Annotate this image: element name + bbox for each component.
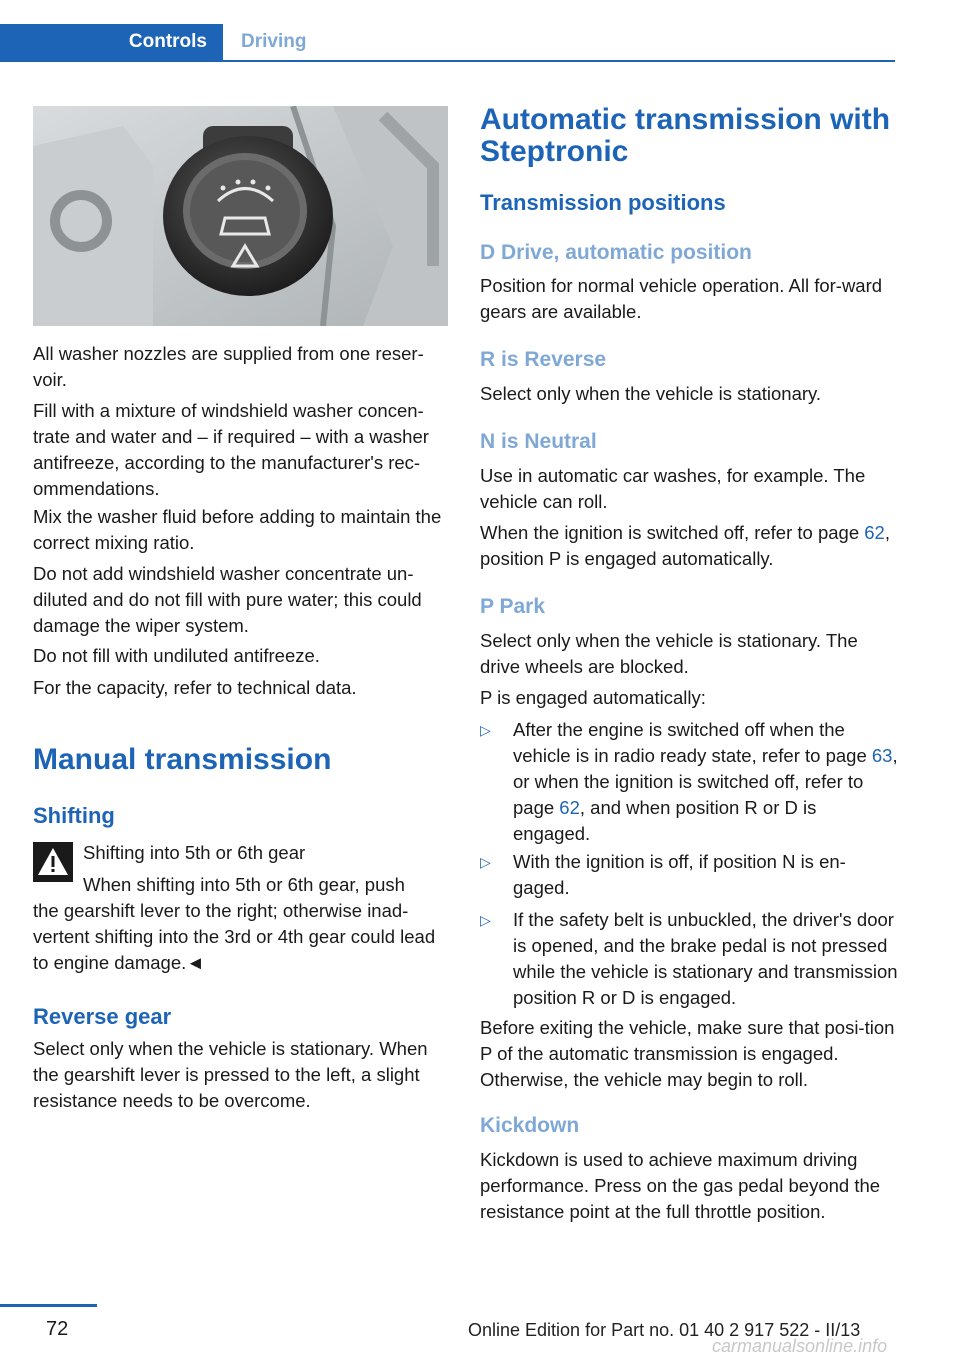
heading-transmission-positions: Transmission positions [480,190,726,215]
neutral-text-b: , position P is engaged automatically. [480,522,890,569]
watermark: carmanualsonline.info [712,1336,888,1356]
page-number: 72 [46,1318,69,1340]
header-tabs [0,24,895,62]
bullet-arrow-icon: ▷ [480,912,491,928]
page-link-63[interactable]: 63 [871,745,893,766]
bullet-text-1 [513,717,898,847]
park-paragraph: Select only when the vehicle is stationary. The drive wheels are blocked. [480,630,858,677]
washer-reservoir-photo [33,106,448,326]
washer-paragraph-2: Fill with a mixture of windshield washer concen-trate and water and – if required – with a washer antifreeze, according to the manufacturer's rec-ommendations. [33,400,429,499]
warning-line-1: When shifting into 5th or 6th gear, push [83,874,405,895]
bullet-arrow-icon: ▷ [480,854,491,870]
heading-park: P Park [480,595,545,618]
warning-triangle-icon [33,842,73,882]
footer-edition: Online Edition for Part no. 01 40 2 917 522 - II/13 [468,1320,861,1340]
tab-driving[interactable] [241,24,306,60]
heading-neutral: N is Neutral [480,430,597,453]
exit-paragraph: Before exiting the vehicle, make sure that posi-tion P of the automatic transmission is engaged. Otherwise, the vehicle may begin to roll. [480,1017,895,1090]
page-link-62[interactable]: 62 [864,522,885,543]
warning-body: the gearshift lever to the right; otherwise inad-vertent shifting into the 3rd or 4th gear could lead to engine damage.◄ [33,900,436,973]
washer-paragraph-5: Do not fill with undiluted antifreeze. [33,645,320,666]
tab-driving-label: Driving [241,31,307,52]
heading-shifting: Shifting [33,803,115,828]
neutral-paragraph: Use in automatic car washes, for example. The vehicle can roll. [480,465,866,512]
header-rule [0,60,895,62]
heading-automatic-transmission: Automatic transmission with Steptronic [480,103,891,168]
list-item [480,849,898,905]
bullet-1-text-c: , and when position R or D is engaged. [513,797,817,844]
neutral-text-a: When the ignition is switched off, refer to page [480,522,865,543]
reverse-paragraph: Select only when the vehicle is stationary. [480,383,822,404]
footer-rule [0,1304,97,1307]
warning-title: Shifting into 5th or 6th gear [83,842,306,863]
washer-paragraph-1: All washer nozzles are supplied from one reser-voir. [33,343,424,390]
washer-paragraph-6: For the capacity, refer to technical data. [33,677,357,698]
bullet-1-text-a: After the engine is switched off when the vehicle is in radio ready state, refer to page [513,719,872,766]
tab-controls[interactable] [0,24,223,60]
drive-paragraph: Position for normal vehicle operation. All for-ward gears are available. [480,275,883,322]
neutral-paragraph-2 [480,520,895,572]
list-item [480,717,898,847]
bullet-text-3: If the safety belt is unbuckled, the driver's door is opened, and the brake pedal is not pressed while the vehicle is stationary and transmission position R or D is engaged. [513,909,898,1008]
heading-kickdown: Kickdown [480,1114,580,1137]
reverse-gear-paragraph: Select only when the vehicle is stationary. When the gearshift lever is pressed to the left, a slight resistance needs to be overcome. [33,1038,428,1111]
heading-reverse: R is Reverse [480,348,607,371]
list-item [480,907,898,1011]
bullet-1-text-b: , or when the ignition is switched off, refer to page [513,745,898,818]
park-paragraph-2: P is engaged automatically: [480,687,706,708]
heading-drive: D Drive, automatic position [480,241,752,264]
heading-manual-transmission: Manual transmission [33,743,332,776]
bullet-text-2: With the ignition is off, if position N is en-gaged. [513,851,846,898]
page-link-62b[interactable]: 62 [559,797,580,818]
kickdown-paragraph: Kickdown is used to achieve maximum driving performance. Press on the gas pedal beyond the resistance point at the full throttle position. [480,1149,881,1222]
washer-paragraph-4: Do not add windshield washer concentrate un-diluted and do not fill with pure water; this could damage the wiper system. [33,563,422,636]
tab-controls-label: Controls [128,31,207,52]
washer-paragraph-3: Mix the washer fluid before adding to maintain the correct mixing ratio. [33,506,442,553]
bullet-arrow-icon: ▷ [480,722,491,738]
heading-reverse-gear: Reverse gear [33,1004,172,1029]
